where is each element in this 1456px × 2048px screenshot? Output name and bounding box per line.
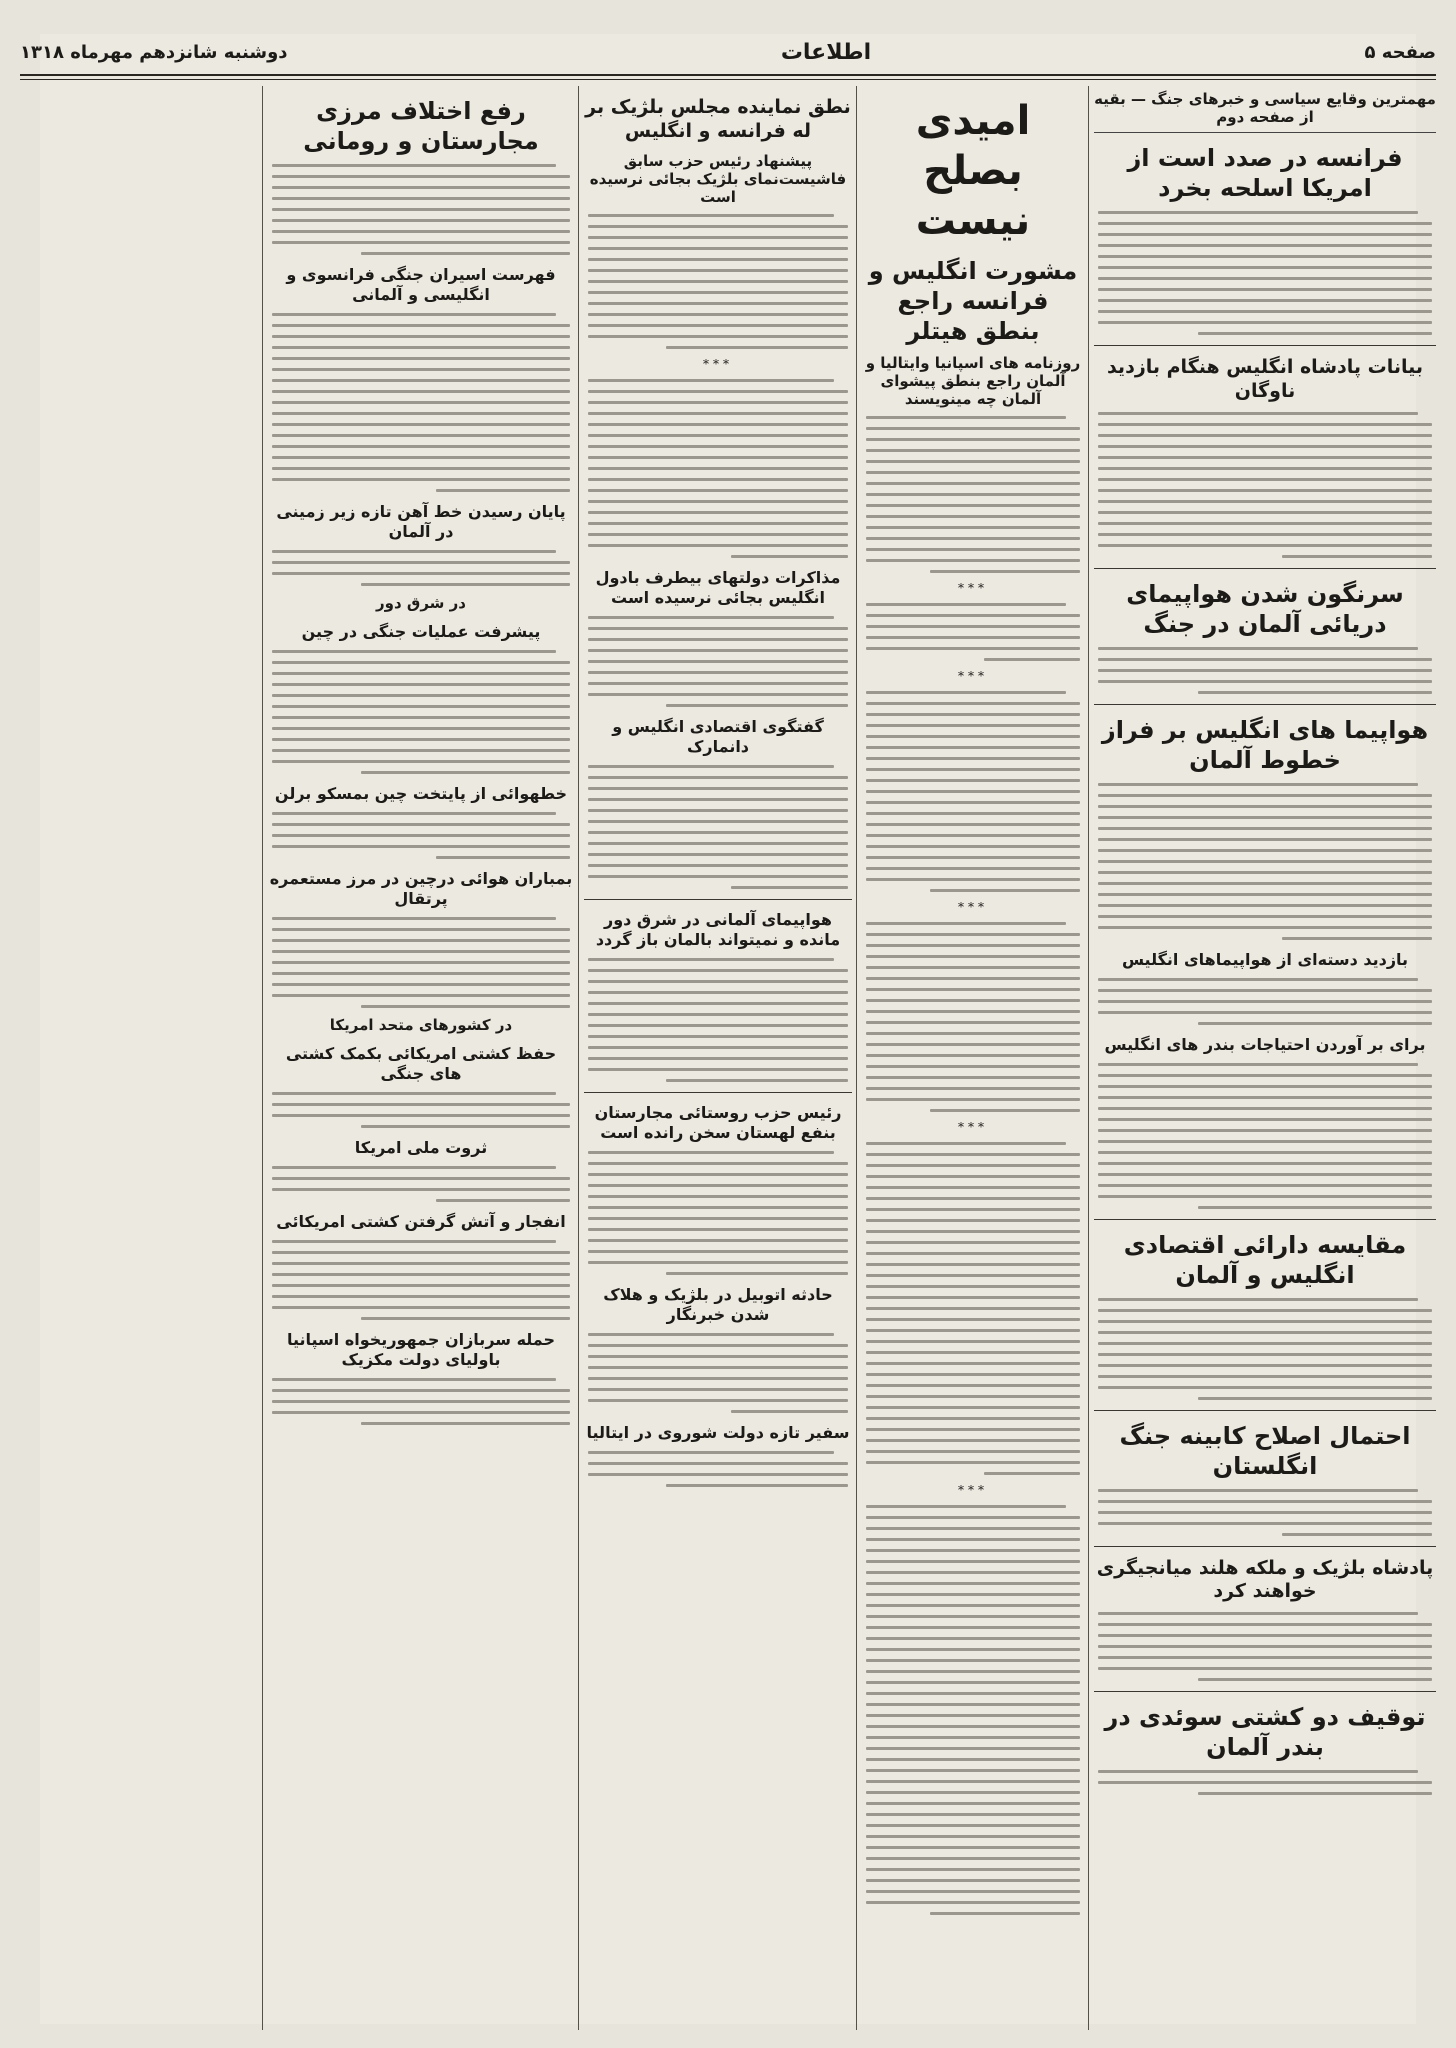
headline-king-fleet: بیانات پادشاه انگلیس هنگام بازدید ناوگان <box>1106 356 1424 402</box>
headline-soviet-ambassador: سفیر تازه دولت شوروی در ایتالیا <box>586 1422 850 1442</box>
column-war-news <box>1094 86 1436 2030</box>
article-body <box>268 313 574 492</box>
section-title: مهمترین وقایع سیاسی و خبرهای جنگ — بقیه از صفحه دوم <box>1094 86 1436 133</box>
article-body <box>268 650 574 774</box>
article-body <box>268 1166 574 1202</box>
article-body <box>584 1451 852 1487</box>
article-body <box>584 616 852 707</box>
headline-china-war: پیشرفت عملیات جنگی در چین <box>301 622 541 641</box>
column-divider <box>856 86 857 2030</box>
article-body <box>1094 1298 1436 1400</box>
headline-seaplane-downed: سرنگون شدن هواپیمای دریائی آلمان در جنگ <box>1126 579 1404 638</box>
headline-economic-comparison: مقایسه دارائی اقتصادی انگلیس و آلمان <box>1123 1230 1407 1289</box>
headline-belgian-mp: نطق نماینده مجلس بلژیک بر له فرانسه و انگلیس <box>585 96 851 142</box>
section-united-states: در کشورهای متحد امریکا <box>329 1016 513 1034</box>
headline-no-peace: امیدی بصلح نیست <box>915 98 1031 244</box>
headline-squadron-visit: بازدید دسته‌ای از هواپیماهای انگلیس <box>1121 949 1409 969</box>
page-number: صفحه ۵ <box>1364 41 1436 63</box>
headline-war-cabinet: احتمال اصلاح کابینه جنگ انگلستان <box>1119 1421 1411 1480</box>
headline-new-railway: پایان رسیدن خط آهن تازه زیر زمینی در آلمان <box>276 502 566 541</box>
article-body <box>1094 647 1436 694</box>
headline-hungary-romania: رفع اختلاف مرزی مجارستان و رومانی <box>303 97 539 155</box>
headline-spanish-attack: حمله سربازان جمهوریخواه اسپانیا باولیای دولت مکزیک <box>286 1330 556 1369</box>
headline-swedish-ships: توقیف دو کشتی سوئدی در بندر آلمان <box>1104 1703 1426 1761</box>
headline-hungary-poland: رئیس حزب روستائی مجارستان بنفع لهستان سخن رانده است <box>594 1102 842 1142</box>
article-body <box>584 1333 852 1413</box>
headline-car-accident: حادثه اتوبیل در بلژیک و هلاک شدن خبرنگار <box>603 1284 833 1324</box>
article-body <box>584 1151 852 1275</box>
article-body <box>268 1092 574 1128</box>
headline-mediation: پادشاه بلژیک و ملکه هلند میانجیگری خواهند کرد <box>1096 1556 1434 1603</box>
headline-ship-explosion: انفجار و آتش گرفتن کشتی امریکائی <box>276 1212 566 1231</box>
article-body <box>584 958 852 1082</box>
article-body <box>584 765 852 889</box>
headline-neutral-talks: مذاکرات دولتهای بیطرف بادول انگلیس بجائی نرسیده است <box>595 567 841 607</box>
article-body <box>1094 978 1436 1025</box>
masthead-rule <box>20 74 1436 76</box>
column-foreign-news <box>268 86 574 2030</box>
column-divider <box>578 86 579 2030</box>
masthead <box>20 34 1436 70</box>
column-divider <box>262 86 263 2030</box>
headline-china-bombing: بمباران هوائی درچین در مرز مستعمره پرتقال <box>269 869 573 908</box>
article-body <box>1094 1063 1436 1209</box>
headline-air-route: خطهوائی از پایتخت چین بمسکو برلن <box>274 784 568 803</box>
subheadline-press-reaction: روزنامه های اسپانیا وایتالیا و آلمان راجع بنطق پیشوای آلمان چه مینویسند <box>865 354 1081 408</box>
article-body <box>1094 1770 1436 1795</box>
article-body: *** *** *** *** *** <box>862 416 1084 1915</box>
article-body <box>268 812 574 859</box>
article-body <box>1094 1612 1436 1681</box>
headline-denmark-talks: گفتگوی اقتصادی انگلیس و دانمارک <box>612 716 824 756</box>
headline-france-arms: فرانسه در صدد است از امریکا اسلحه بخرد <box>1127 144 1403 202</box>
headline-ship-protection: حفظ کشتی امریکائی بکمک کشتی های جنگی <box>285 1044 557 1083</box>
article-body <box>1094 412 1436 558</box>
headline-national-wealth: ثروت ملی امریکا <box>354 1138 488 1157</box>
article-body <box>1094 211 1436 335</box>
newspaper-name: اطلاعات <box>780 39 872 65</box>
article-body <box>268 917 574 1008</box>
column-divider <box>1088 86 1089 2030</box>
section-far-east: در شرق دور <box>376 594 466 612</box>
article-body <box>268 164 574 255</box>
masthead-rule-thin <box>20 79 1436 80</box>
column-no-peace <box>862 86 1084 2030</box>
headline-prisoners-list: فهرست اسیران جنگی فرانسوی و انگلیسی و آلمانی <box>286 265 556 304</box>
headline-plane-far-east: هواپیمای آلمانی در شرق دور مانده و نمیتواند بالمان باز گردد <box>595 909 841 949</box>
column-belgium <box>584 86 852 2030</box>
article-body: *** <box>584 214 852 558</box>
headline-consultation: مشورت انگلیس و فرانسه راجع بنطق هیتلر <box>868 257 1078 345</box>
article-body <box>268 1378 574 1425</box>
article-body <box>268 1240 574 1320</box>
article-body <box>1094 1489 1436 1536</box>
subheadline-fascist-proposal: پیشنهاد رئیس حزب سابق فاشیست‌نمای بلژیک بجائی نرسیده است <box>589 151 847 206</box>
headline-port-needs: برای بر آوردن احتیاجات بندر های انگلیس <box>1104 1034 1426 1054</box>
issue-date: دوشنبه شانزدهم مهرماه ۱۳۱۸ <box>20 41 288 63</box>
article-body <box>1094 783 1436 940</box>
headline-planes-over-lines: هواپیما های انگلیس بر فراز خطوط آلمان <box>1101 715 1429 774</box>
article-body <box>268 550 574 586</box>
